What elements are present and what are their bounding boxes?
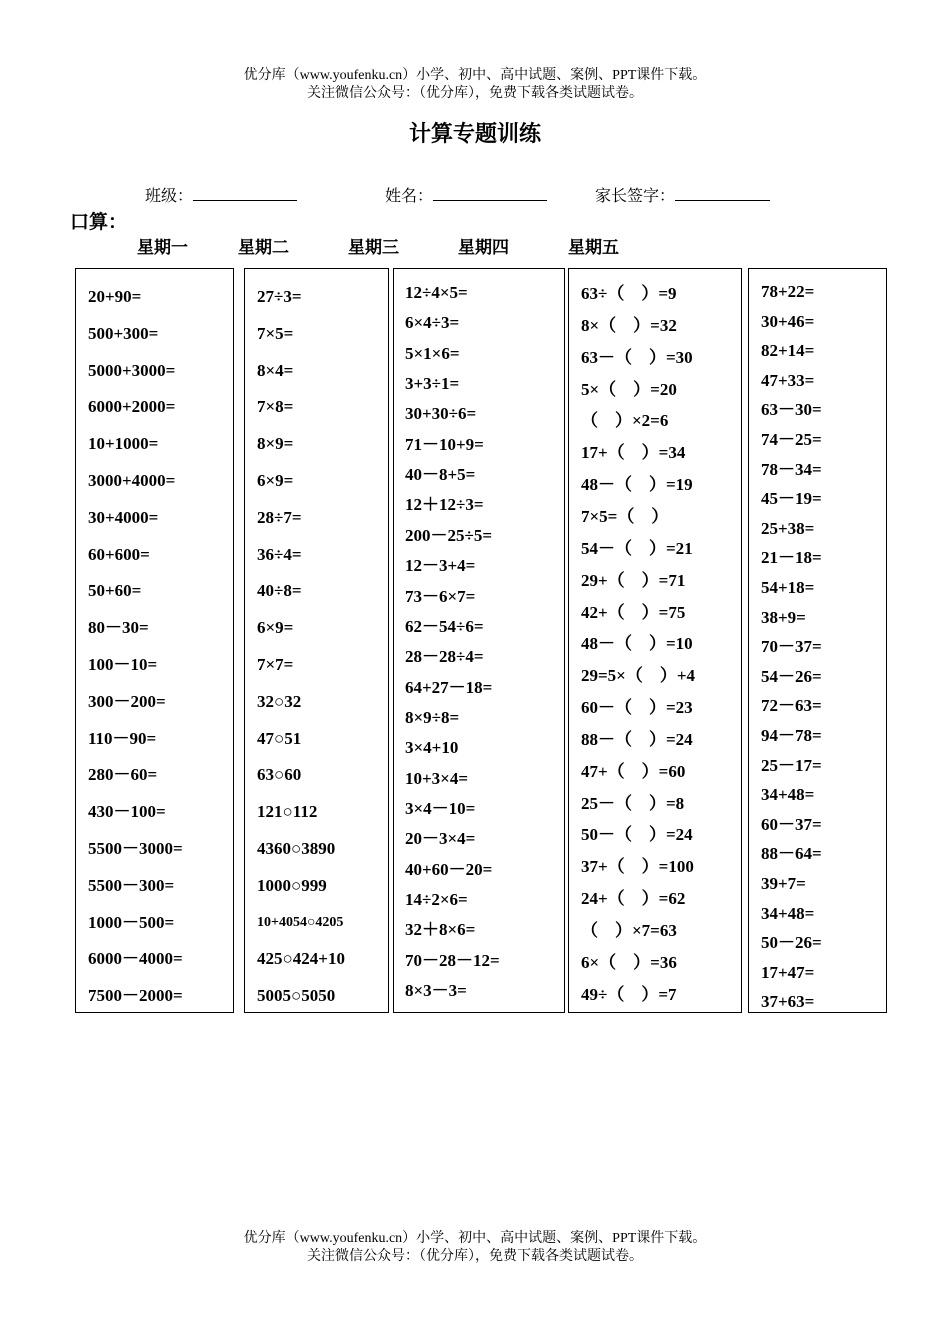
exercise-item: 54+18= bbox=[761, 578, 815, 597]
exercise-item: 28÷7= bbox=[257, 507, 302, 527]
exercise-item: 25－（ ）=8 bbox=[581, 793, 685, 813]
exercise-item: 25+38= bbox=[761, 518, 815, 538]
exercise-item: 1000○999 bbox=[257, 875, 327, 895]
day-label-friday: 星期五 bbox=[568, 238, 619, 258]
exercise-item: 7×5=（ ） bbox=[581, 506, 669, 526]
exercise-item: 5×（ ）=20 bbox=[581, 379, 677, 399]
exercise-item: 7×8= bbox=[257, 397, 294, 417]
exercise-item: 8×9÷8= bbox=[405, 707, 460, 727]
parent-signature-field[interactable] bbox=[595, 183, 770, 206]
exercise-item: 110－90= bbox=[88, 728, 157, 748]
exercise-item: 40－8+5= bbox=[405, 465, 476, 485]
exercise-item: 74－25= bbox=[761, 430, 822, 449]
exercise-item: 48－（ ）=19 bbox=[581, 475, 693, 495]
exercise-item: 63－（ ）=30 bbox=[581, 347, 693, 367]
exercise-item: 300－200= bbox=[88, 691, 166, 711]
exercise-item: 6×（ ）=36 bbox=[581, 952, 677, 972]
exercise-item: 3×4－10= bbox=[405, 798, 476, 818]
day-label-monday: 星期一 bbox=[137, 238, 188, 258]
exercise-item: 70－28－12= bbox=[405, 950, 500, 970]
exercise-item: 7500－2000= bbox=[88, 986, 183, 1006]
exercise-item: 500+300= bbox=[88, 323, 159, 343]
exercise-item: 78+22= bbox=[761, 282, 815, 301]
exercise-item: 280－60= bbox=[88, 765, 158, 785]
exercise-item: 8×9= bbox=[257, 434, 294, 454]
exercise-item: 6×9= bbox=[257, 471, 294, 490]
day-label-wednesday: 星期三 bbox=[348, 238, 399, 258]
exercise-item: 32＋8×6= bbox=[405, 920, 476, 940]
exercise-item: 10+1000= bbox=[88, 434, 159, 454]
day-label-tuesday: 星期二 bbox=[238, 238, 289, 258]
exercise-item: 7×7= bbox=[257, 655, 294, 674]
exercise-item: 30+4000= bbox=[88, 507, 159, 527]
exercise-item: 12＋12÷3= bbox=[405, 495, 484, 515]
exercise-item: 8×4= bbox=[257, 360, 294, 380]
exercise-item: 36÷4= bbox=[257, 544, 302, 564]
exercise-item: 6×9= bbox=[257, 618, 294, 638]
exercise-item: 78－34= bbox=[761, 459, 822, 479]
exercise-item: 63○60 bbox=[257, 765, 302, 785]
exercise-item: 39+7= bbox=[761, 874, 806, 893]
exercise-item: 80－30= bbox=[88, 618, 149, 638]
exercise-item: 71－10+9= bbox=[405, 434, 484, 454]
class-label: 班级： bbox=[145, 186, 194, 205]
exercise-item: 40+60－20= bbox=[405, 859, 493, 879]
exercise-item: 12÷4×5= bbox=[405, 283, 468, 302]
exercise-item: 42+（ ）=75 bbox=[581, 602, 686, 622]
exercise-item: 32○32 bbox=[257, 691, 302, 711]
exercise-item: 94－78= bbox=[761, 726, 822, 745]
exercise-item: 7×5= bbox=[257, 323, 294, 343]
exercise-item: 5500－300= bbox=[88, 875, 175, 895]
exercise-item: 50－26= bbox=[761, 933, 822, 953]
name-field[interactable] bbox=[385, 183, 547, 206]
exercise-item: 30+46= bbox=[761, 311, 815, 331]
exercise-item: 64+27－18= bbox=[405, 677, 493, 697]
exercise-item: 20+90= bbox=[88, 287, 142, 306]
footer-line-1: 优分库（www.youfenku.cn）小学、初中、高中试题、案例、PPT课件下载。 bbox=[243, 1231, 707, 1246]
exercise-item: 6000+2000= bbox=[88, 397, 176, 417]
exercise-item: 5000+3000= bbox=[88, 360, 176, 380]
page-title: 计算专题训练 bbox=[408, 122, 541, 147]
day-label-thursday: 星期四 bbox=[458, 238, 509, 258]
exercise-item: 72－63= bbox=[761, 696, 822, 716]
exercise-item: 47+（ ）=60 bbox=[581, 761, 686, 781]
exercise-item: 37+（ ）=100 bbox=[581, 857, 694, 877]
exercise-item: 47○51 bbox=[257, 728, 302, 748]
exercise-item: 40÷8= bbox=[257, 581, 302, 601]
exercise-item: 34+48= bbox=[761, 785, 815, 805]
exercise-item: 60－（ ）=23 bbox=[581, 698, 693, 718]
exercise-item: 47+33= bbox=[761, 370, 815, 390]
exercise-item: 50+60= bbox=[88, 581, 142, 601]
exercise-item: 20－3×4= bbox=[405, 829, 476, 849]
exercise-item: 3×4+10 bbox=[405, 738, 459, 758]
exercise-item: 25－17= bbox=[761, 755, 822, 775]
class-blank[interactable] bbox=[193, 184, 297, 201]
exercise-item: 430－100= bbox=[88, 802, 166, 822]
exercise-item: 45－19= bbox=[761, 489, 822, 509]
exercise-item: 60－37= bbox=[761, 814, 822, 834]
exercise-item: 60+600= bbox=[88, 544, 150, 564]
exercise-item: 82+14= bbox=[761, 341, 815, 361]
exercise-item: 5500－3000= bbox=[88, 839, 183, 858]
exercise-item: 21－18= bbox=[761, 548, 822, 568]
exercise-item: 38+9= bbox=[761, 607, 806, 627]
exercise-item: 70－37= bbox=[761, 637, 822, 657]
footer-line-2: 关注微信公众号：（优分库），免费下载各类试题试卷。 bbox=[307, 1249, 643, 1264]
class-field[interactable] bbox=[145, 183, 297, 206]
exercise-item: 54－26= bbox=[761, 666, 822, 686]
exercise-item: 54－（ ）=21 bbox=[581, 538, 693, 558]
header-line-1: 优分库（www.youfenku.cn）小学、初中、高中试题、案例、PPT课件下载。 bbox=[243, 68, 707, 83]
exercise-item: 62－54÷6= bbox=[405, 616, 484, 636]
exercise-item: 1000－500= bbox=[88, 912, 175, 932]
exercise-item: 12－3+4= bbox=[405, 556, 476, 576]
exercise-item: 14÷2×6= bbox=[405, 890, 468, 909]
exercise-item: 24+（ ）=62 bbox=[581, 889, 686, 909]
exercise-item: 10+3×4= bbox=[405, 768, 469, 788]
section-label: 口算： bbox=[70, 211, 128, 233]
exercise-item: 48－（ ）=10 bbox=[581, 634, 693, 654]
exercise-item: 425○424+10 bbox=[257, 949, 345, 969]
exercise-item: 29+（ ）=71 bbox=[581, 570, 686, 590]
exercise-item: 100－10= bbox=[88, 655, 158, 674]
exercise-item: 3000+4000= bbox=[88, 471, 176, 490]
exercise-item: 37+63= bbox=[761, 992, 815, 1012]
header-line-2: 关注微信公众号：（优分库），免费下载各类试题试卷。 bbox=[307, 86, 643, 101]
exercise-item: 121○112 bbox=[257, 802, 318, 822]
exercise-item: 5×1×6= bbox=[405, 343, 460, 363]
exercise-item: 88－64= bbox=[761, 844, 822, 864]
exercise-item: 8×（ ）=32 bbox=[581, 315, 677, 335]
exercise-item: 5005○5050 bbox=[257, 986, 336, 1006]
exercise-item: 8×3－3= bbox=[405, 981, 467, 1001]
exercise-item: 73－6×7= bbox=[405, 586, 476, 606]
parent-signature-label: 家长签字： bbox=[595, 186, 676, 205]
exercise-item: 34+48= bbox=[761, 903, 815, 923]
exercise-item: 17+（ ）=34 bbox=[581, 443, 686, 463]
name-blank[interactable] bbox=[433, 184, 547, 201]
exercise-item: 200－25÷5= bbox=[405, 525, 493, 545]
name-label: 姓名： bbox=[385, 186, 434, 205]
exercise-item: 49÷（ ）=7 bbox=[581, 984, 677, 1004]
exercise-item: 63－30= bbox=[761, 400, 822, 420]
exercise-item: 30+30÷6= bbox=[405, 404, 477, 424]
parent-signature-blank[interactable] bbox=[675, 184, 770, 201]
exercise-item: 63÷（ ）=9 bbox=[581, 284, 677, 303]
exercise-item: 3+3÷1= bbox=[405, 374, 460, 394]
exercise-item: 6×4÷3= bbox=[405, 313, 460, 333]
exercise-item: 28－28÷4= bbox=[405, 647, 484, 667]
exercise-item: 17+47= bbox=[761, 962, 815, 982]
exercise-item: 88－（ ）=24 bbox=[581, 729, 693, 749]
exercise-item: 6000－4000= bbox=[88, 949, 183, 969]
exercise-item: （ ）×2=6 bbox=[581, 411, 669, 431]
exercise-item: 27÷3= bbox=[257, 287, 302, 306]
exercise-item: 50－（ ）=24 bbox=[581, 825, 693, 845]
exercise-item: 29=5×（ ）+4 bbox=[581, 666, 696, 686]
exercise-item: 10+4054○4205 bbox=[257, 914, 344, 930]
exercise-item: 4360○3890 bbox=[257, 839, 336, 858]
exercise-item: （ ）×7=63 bbox=[581, 921, 677, 940]
